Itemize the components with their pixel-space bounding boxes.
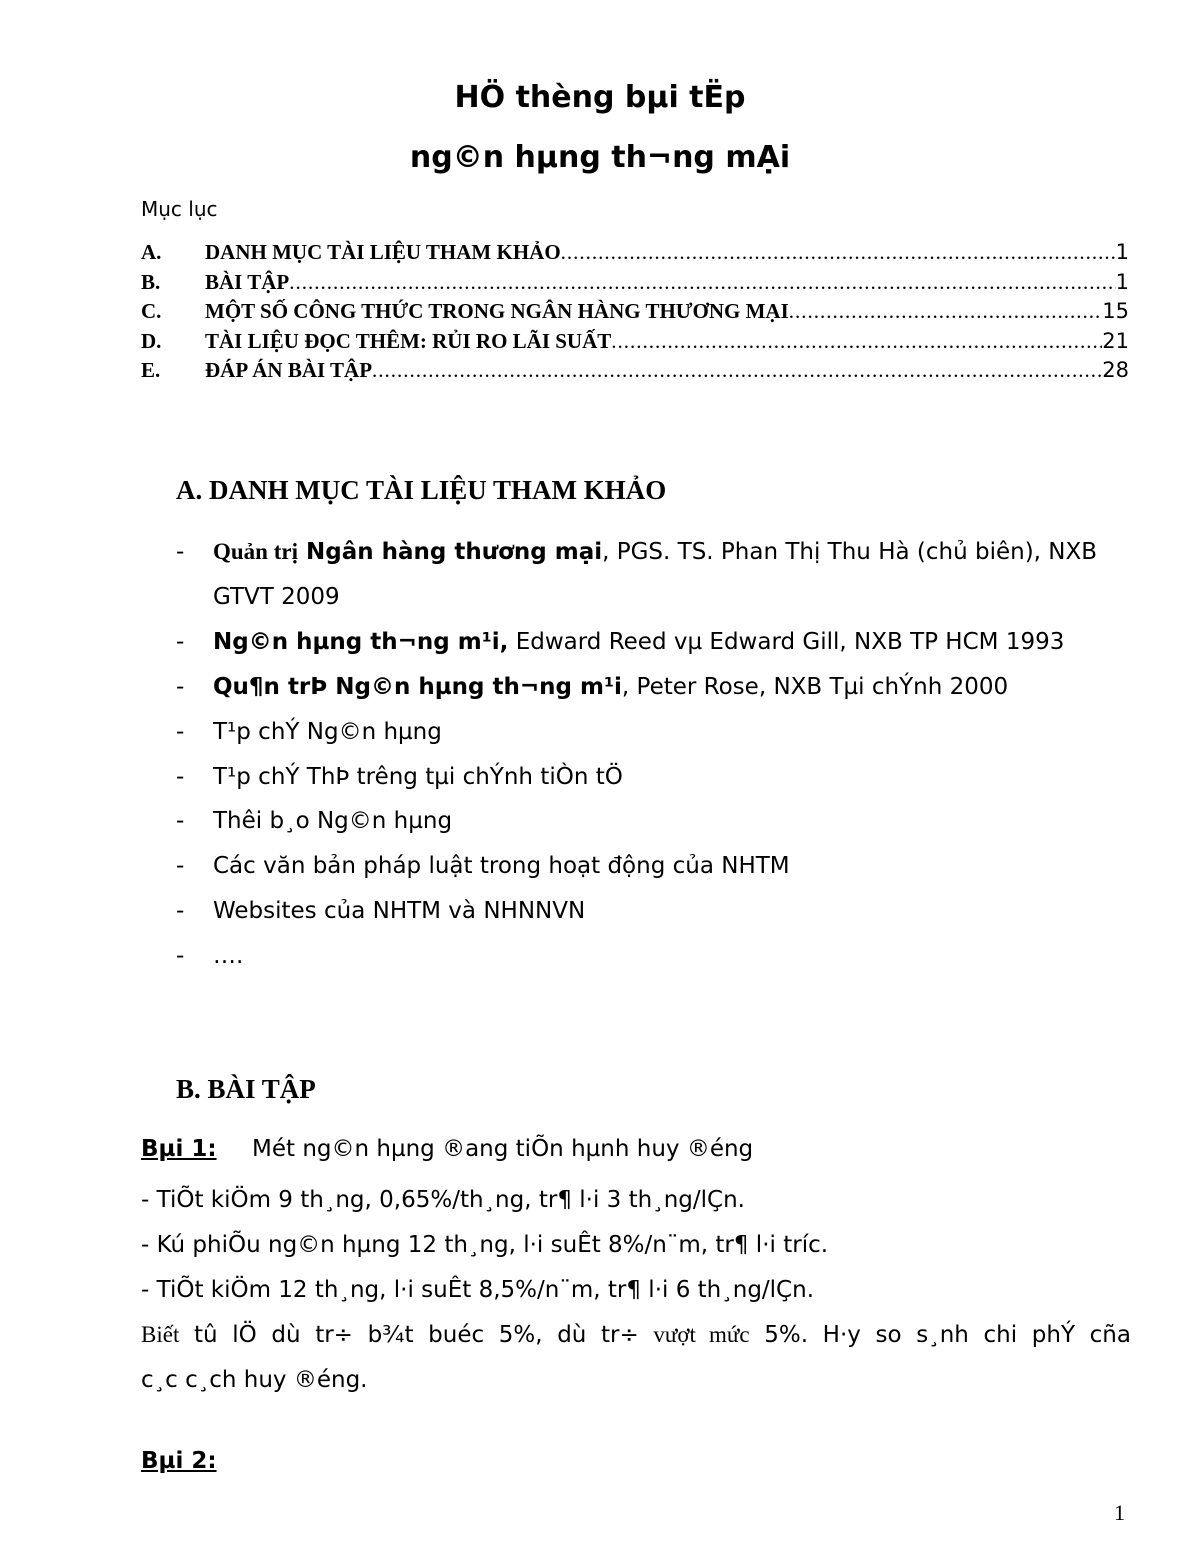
reference-details: Edward Reed vµ Edward Gill, NXB TP HCM 1993 [508,628,1065,655]
reference-item [176,934,1136,979]
toc-entry-c[interactable] [141,299,1129,329]
reference-list [176,530,1136,979]
reference-details: Websites của NHTM và NHNNVN [213,898,586,925]
table-of-contents [141,240,1129,388]
reference-details: , Peter Rose, NXB Tµi chÝnh 2000 [621,673,1009,700]
toc-entry-page: 21 [1102,328,1129,353]
reference-item [176,530,1136,620]
reference-title: Ngân hàng thương mại [297,539,603,565]
reference-item [176,710,1136,755]
toc-entry-page: 28 [1102,358,1129,382]
exercise-1-line: - Kú phiÕu ng©n hµng 12 th¸ng, l·i suÊt 8%/n¨m, tr¶ l·i tríc. [141,1231,829,1258]
exercise-1-line: - TiÕt kiÖm 9 th¸ng, 0,65%/th¸ng, tr¶ l·i 3 th¸ng/lÇn. [141,1187,745,1213]
document-title-line1: HÖ thèng bµi tËp [454,80,746,115]
list-dash: - [176,718,185,745]
toc-entry-b[interactable] [141,270,1129,300]
toc-entry-letter: C. [141,299,162,323]
reference-title: Qu¶n trÞ Ng©n hµng th¬ng m¹i [213,673,622,700]
question-word-vuot-muc: vượt mức [653,1321,750,1347]
toc-entry-page: 1 [1115,240,1129,264]
reference-item [176,889,1136,934]
list-dash: - [176,853,185,880]
toc-entry-d[interactable] [141,329,1129,359]
list-dash: - [176,673,185,700]
reference-item [176,665,1136,710]
toc-entry-title: ĐÁP ÁN BÀI TẬP [205,358,373,382]
toc-entry-a[interactable] [141,240,1129,270]
exercise-1-question [141,1313,1131,1358]
toc-entry-title: DANH MỤC TÀI LIỆU THAM KHẢO [205,240,561,264]
list-dash: - [176,539,185,565]
reference-details: T¹p chÝ ThÞ trêng tµi chÝnh tiÒn tÖ [213,763,623,790]
toc-dot-leader [289,270,1115,295]
toc-dot-leader [611,329,1102,354]
exercise-1-intro: Mét ng©n hµng ®ang tiÕn hµnh huy ®éng [252,1136,754,1162]
toc-entry-letter: D. [141,328,162,353]
list-dash: - [176,628,185,655]
toc-entry-page: 1 [1115,269,1129,294]
reference-title: Ng©n hµng th¬ng m¹i, [213,628,509,655]
document-title-line2: ng©n hµng th¬ng mẠi [409,140,791,175]
toc-entry-title: BÀI TẬP [205,269,290,294]
toc-entry-title: TÀI LIỆU ĐỌC THÊM: RỦI RO LÃI SUẤT [205,328,612,353]
list-dash: - [176,763,185,790]
exercise-1-label: Bµi 1: [141,1136,217,1162]
list-dash: - [176,808,185,835]
exercise-1-question-cont: c¸c c¸ch huy ®éng. [141,1366,368,1393]
section-b-heading: B. BÀI TẬP [176,1074,316,1104]
reference-details: , PGS. TS. Phan Thị Thu Hà (chủ biên), NXB GTVT 2009 [213,539,1098,610]
reference-details: Các văn bản pháp luật trong hoạt động của NHTM [213,853,790,880]
question-word-biet: Biết [141,1321,180,1347]
list-dash: - [176,943,185,970]
toc-dot-leader [372,358,1102,383]
exercise-1-line: - TiÕt kiÖm 12 th¸ng, l·i suÊt 8,5%/n¨m, tr¶ l·i 6 th¸ng/lÇn. [141,1276,815,1303]
toc-entry-e[interactable] [141,358,1129,388]
question-text-end: 5%. H·y so s¸nh chi phÝ cña [749,1321,1131,1348]
reference-details: Thêi b¸o Ng©n hµng [213,808,453,835]
list-dash: - [176,898,185,925]
exercise-2-label: Bµi 2: [141,1448,217,1474]
toc-heading: Mục lục [141,197,218,221]
reference-item [176,799,1136,844]
toc-entry-letter: E. [141,358,161,382]
exercise-1-body [141,1178,1131,1403]
toc-dot-leader [789,299,1103,324]
toc-entry-page: 15 [1102,299,1129,323]
reference-item [176,620,1136,665]
toc-entry-letter: B. [141,269,161,294]
reference-details: T¹p chÝ Ng©n hµng [213,718,442,745]
toc-dot-leader [561,240,1116,265]
reference-item [176,755,1136,800]
page-number: 1 [1114,1500,1125,1525]
reference-item [176,844,1136,889]
reference-title-lead: Quản trị [213,539,298,564]
reference-details: …. [213,943,244,970]
section-a-heading: A. DANH MỤC TÀI LIỆU THAM KHẢO [176,475,667,505]
toc-entry-title: MỘT SỐ CÔNG THỨC TRONG NGÂN HÀNG THƯƠNG MẠI [205,299,789,323]
toc-entry-letter: A. [141,240,162,264]
question-text: tû lÖ dù tr÷ b¾t buéc 5%, dù tr÷ [179,1321,654,1348]
